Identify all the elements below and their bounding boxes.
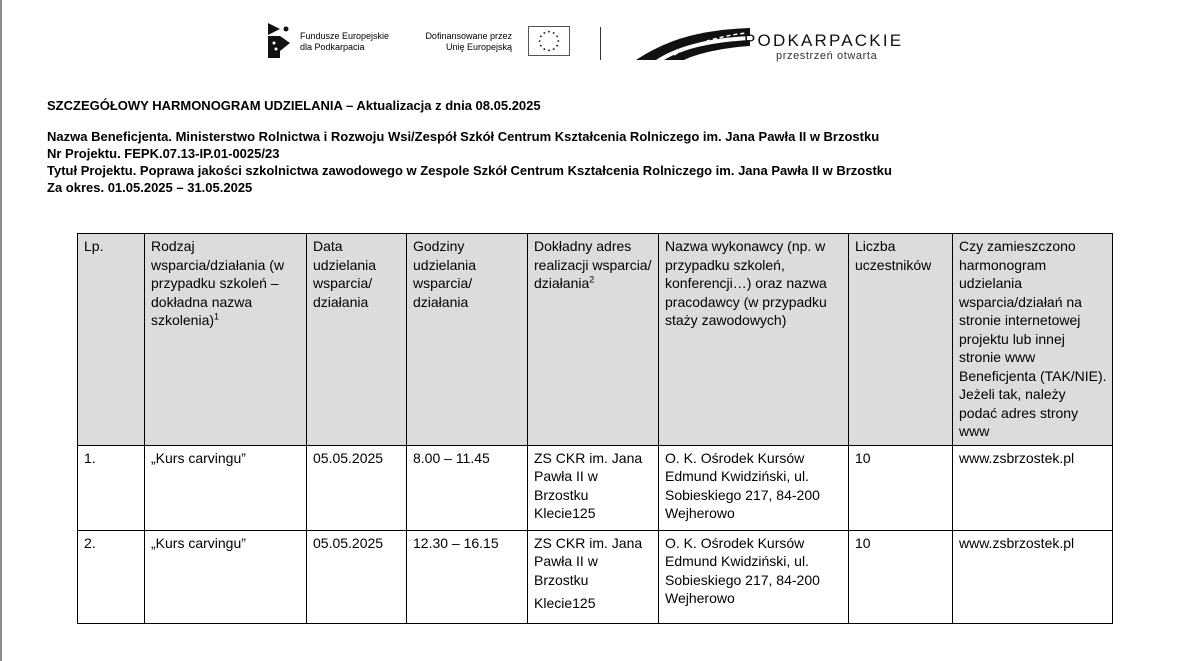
table-row — [78, 445, 1113, 530]
podkarpackie-name: PODKARPACKIE — [744, 31, 904, 50]
cell-rodzaj: „Kurs carvingu” — [145, 445, 307, 530]
cell-wykonawca: O. K. Ośrodek Kursów Edmund Kwidziński, ul. Sobieskiego 217, 84-200 Wejherowo — [659, 530, 849, 623]
col-header-data: Data udzielania wsparcia/ działania — [307, 234, 407, 446]
podkarpackie-road-icon — [634, 22, 752, 62]
logo-divider — [600, 27, 601, 60]
project-number-line: Nr Projektu. FEPK.07.13-IP.01-0025/23 — [47, 146, 280, 161]
schedule-table — [77, 233, 1113, 624]
col-header-godziny: Godziny udzielania wsparcia/ działania — [407, 234, 528, 446]
fundusze-europejskie-text — [300, 31, 389, 53]
cell-liczba: 10 — [849, 445, 953, 530]
col-header-adres: Dokładny adres realizacji wsparcia/ działania$^2$ — [528, 234, 659, 446]
cell-adres — [528, 445, 659, 530]
cell-godziny: 8.00 – 11.45 — [407, 445, 528, 530]
beneficiary-line: Nazwa Beneficjenta. Ministerstwo Rolnictwa i Rozwoju Wsi/Zespół Szkół Centrum Kształcenia Rolniczego im. Jana Pawła II w Brzostku — [47, 129, 880, 144]
col-header-liczba: Liczba uczestników — [849, 234, 953, 446]
footnote-1: 1 — [214, 311, 220, 322]
col-header-wykonawca: Nazwa wykonawcy (np. w przypadku szkoleń, konferencji…) oraz nazwa pracodawcy (w przypadku staży zawodowych) — [659, 234, 849, 446]
project-info — [47, 128, 892, 196]
dof-line1: Dofinansowane przez — [425, 31, 512, 41]
period-line: Za okres. 01.05.2025 – 31.05.2025 — [47, 180, 253, 195]
cell-www: www.zsbrzostek.pl — [953, 445, 1113, 530]
page-left-edge — [0, 0, 2, 661]
cell-data: 05.05.2025 — [307, 445, 407, 530]
document-title: SZCZEGÓŁOWY HARMONOGRAM UDZIELANIA – Aktualizacja z dnia 08.05.2025 — [47, 98, 541, 113]
adres-main: ZS CKR im. Jana Pawła II w Brzostku — [534, 534, 643, 588]
cell-adres — [528, 530, 659, 623]
cell-wykonawca: O. K. Ośrodek Kursów Edmund Kwidziński, ul. Sobieskiego 217, 84-200 Wejherowo — [659, 445, 849, 530]
fe-line1: Fundusze Europejskie — [300, 31, 390, 41]
adres-extra: Klecie125 — [534, 595, 596, 611]
table-header-row — [78, 234, 1113, 446]
project-title-line: Tytuł Projektu. Poprawa jakości szkolnictwa zawodowego w Zespole Szkół Centrum Kształcenia Rolniczego im. Jana Pawła II w Brzostku — [47, 163, 892, 178]
cell-www: www.zsbrzostek.pl — [953, 530, 1113, 623]
podkarpackie-tagline: przestrzeń otwarta — [776, 50, 878, 62]
table-row — [78, 530, 1113, 623]
col-header-rodzaj: Rodzaj wsparcia/działania (w przypadku szkoleń – dokładna nazwa szkolenia)$^1$ — [145, 234, 307, 446]
cell-lp: 1. — [78, 445, 145, 530]
cell-godziny: 12.30 – 16.15 — [407, 530, 528, 623]
dof-line2: Unię Europejską — [445, 42, 512, 52]
col-header-lp: Lp. — [78, 234, 145, 446]
header-logos — [262, 18, 942, 68]
cell-rodzaj: „Kurs carvingu” — [145, 530, 307, 623]
adres-main: ZS CKR im. Jana Pawła II w Brzostku — [534, 449, 643, 503]
cell-lp: 2. — [78, 530, 145, 623]
fundusze-europejskie-logo — [266, 21, 292, 61]
col-header-www: Czy zamieszczono harmonogram udzielania wsparcia/działań na stronie internetowej projektu lub innej stronie www Beneficjenta (TAK/NIE). Jeżeli tak, należy podać adres strony www — [953, 234, 1113, 446]
cell-data: 05.05.2025 — [307, 530, 407, 623]
eu-flag-icon — [528, 26, 570, 56]
dofinansowane-text — [414, 31, 512, 53]
adres-extra: Klecie125 — [534, 505, 596, 521]
fe-line2: dla Podkarpacia — [300, 42, 365, 52]
cell-liczba: 10 — [849, 530, 953, 623]
footnote-2: 2 — [589, 274, 595, 285]
